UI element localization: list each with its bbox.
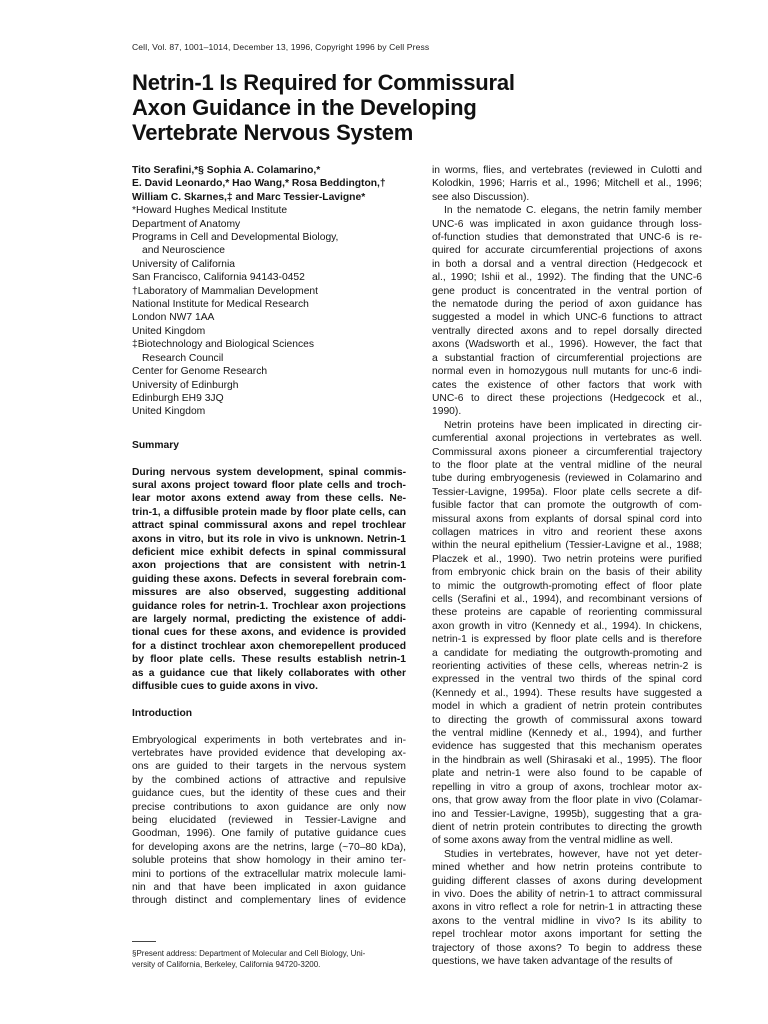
body-line: axons to the ventral midline in vivo? Is its ability to (432, 915, 702, 927)
footnote (132, 948, 406, 970)
body-line: Commissural axons pioneer a circumferential trajectory (432, 446, 702, 458)
body-line: normal even in homozygous null mutants for unc-6 indi- (432, 366, 702, 378)
summary-line: guidance roles for netrin-1. Trochlear axon projections (132, 600, 406, 612)
affiliation-line: United Kingdom (132, 406, 206, 418)
title-line: Netrin-1 Is Required for Commissural (132, 70, 515, 95)
body-line: in worms, flies, and vertebrates (reviewed in Culotti and (432, 165, 702, 176)
footnote-line: §Present address: Department of Molecular and Cell Biology, Uni- (132, 949, 366, 958)
intro-line: being elucidated (reviewed in Tessier-Lavigne and (132, 815, 406, 827)
intro-line: by the combined actions of attractive and repulsive (132, 774, 406, 786)
body-line: axon growth in vitro (Kennedy et al., 1994). In chickens, (432, 620, 702, 632)
summary-line: as a guidance cue that likely collaborates with other (132, 667, 406, 679)
title-line: Axon Guidance in the Developing (132, 95, 477, 120)
body-line: suggested a model in which UNC-6 functions to attract (432, 312, 702, 324)
author-line: Tito Serafini,*§ Sophia A. Colamarino,* (132, 165, 321, 176)
body-paragraph (432, 848, 702, 969)
affiliation-line: Research Council (142, 352, 224, 364)
affiliation-line: Center for Genome Research (132, 366, 268, 378)
body-paragraph (432, 204, 702, 419)
body-line: in the hindbrain as well (Shirasaki et al., 1995). The floor (432, 754, 702, 766)
body-line: the nematode during the period of axon guidance has (432, 299, 702, 311)
body-line: axons (Wadsworth et al., 1996). However, the fact that (432, 339, 702, 351)
introduction-heading: Introduction (132, 707, 193, 719)
summary-line: are largely normal, predicting the existence of addi- (132, 613, 406, 625)
body-line: ino and Tessier-Lavigne, 1995b), suggesting that a gra- (432, 808, 702, 820)
footnote-line: versity of California, Berkeley, California 94720-3200. (132, 960, 321, 970)
body-line: of-function studies that demonstrated that UNC-6 is re- (432, 232, 702, 244)
body-line: in both a dorsal and a ventral direction (Hedgecock et (432, 258, 702, 270)
body-line: ventrally directed axons and to repel dorsally directed (432, 325, 702, 337)
body-line: In the nematode C. elegans, the netrin family member (444, 205, 702, 217)
body-line: axons in vitro reflect a role for netrin-1 in attracting these (432, 902, 702, 914)
body-line: to mimic the outgrowth-promoting effect of floor plate (432, 580, 702, 592)
author-line: E. David Leonardo,* Hao Wang,* Rosa Beddington,† (132, 178, 386, 190)
body-line: UNC-6 to direct these projections (Hedgecock et al., (432, 392, 702, 404)
body-line: reorienting activities of these cells, whereas netrin-2 is (432, 661, 702, 673)
body-line: dient of netrin protein contributes to directing the growth (432, 821, 702, 833)
affiliation-line: University of California (132, 258, 236, 270)
body-line: these proteins are capable of reorienting commissural (432, 607, 702, 619)
affiliation-line: National Institute for Medical Research (132, 299, 309, 311)
intro-line: Goodman, 1996). One family of putative guidance cues (132, 828, 406, 840)
body-line: evidence has suggested that this mechanism operates (432, 741, 702, 753)
body-line: UNC-6 was implicated in axon guidance through loss- (432, 218, 702, 230)
body-line: Kolodkin, 1996; Harris et al., 1996; Mitchell et al., 1996; (432, 178, 702, 190)
body-line: repel trochlear motor axons important for setting the (432, 929, 702, 941)
body-line: mined whether and how netrin proteins contribute to (432, 862, 702, 874)
affiliation-line: and Neuroscience (142, 245, 225, 257)
body-line: Placzek et al., 1990). Two netrin proteins were purified (432, 553, 702, 565)
body-line: gene product is concentrated in the ventral portion of (432, 285, 702, 297)
body-line: quired for accurate circumferential projections of axons (432, 245, 702, 257)
body-line: of some axons away from the ventral midline as well. (432, 835, 673, 847)
affiliation-line: University of Edinburgh (132, 379, 239, 391)
article-title (132, 70, 652, 145)
affiliation-line: Department of Anatomy (132, 218, 241, 230)
body-line: a candidate for mediating the outgrowth-promoting and (432, 647, 702, 659)
body-line: from embryonic chick brain on the basis of their ability (432, 567, 702, 579)
body-line: to the floor plate at the ventral midline of the neural (432, 459, 702, 471)
body-paragraph (432, 164, 702, 204)
intro-line: Embryological experiments in both vertebrates and in- (132, 734, 406, 746)
body-line: cells (Serafini et al., 1994), and recombinant versions of (432, 594, 702, 605)
body-line: 1990). (432, 406, 462, 418)
body-line: model in which a gradient of netrin protein contributes (432, 701, 702, 713)
summary-line: attract spinal commissural axons and repel trochlear (132, 520, 406, 532)
body-line: Netrin proteins have been implicated in directing cir- (444, 419, 702, 431)
right-column (432, 164, 702, 968)
affiliation-line: Edinburgh EH9 3JQ (132, 392, 224, 404)
intro-line: for developing axons are the netrins, large (~70–80 kDa), (132, 841, 406, 853)
affiliation-line: ‡Biotechnology and Biological Sciences (132, 339, 315, 351)
summary-line: missures are also observed, suggesting additional (132, 587, 406, 599)
body-line: fusible factor that can promote the outgrowth of com- (432, 500, 702, 512)
body-line: cates the existence of other factors that work with (432, 379, 702, 391)
summary-line: trin-1, a diffusible protein made by floor plate cells, can (132, 506, 406, 518)
intro-line: guidance cues, but the identity of these cues and their (132, 788, 406, 800)
title-line: Vertebrate Nervous System (132, 120, 414, 145)
body-line: cumferential axonal projections in vertebrates as well. (432, 433, 702, 445)
body-line: al., 1990; Ishii et al., 1992). The finding that the UNC-6 (432, 272, 702, 284)
body-line: ons, that grow away from the floor plate in vivo (Colamar- (432, 795, 702, 807)
affiliation-line: †Laboratory of Mammalian Development (132, 285, 319, 297)
journal-header: Cell, Vol. 87, 1001–1014, December 13, 1996, Copyright 1996 by Cell Press (132, 42, 430, 52)
body-line: repelling in vitro a group of axons, trochlear motor ax- (432, 781, 702, 793)
affiliation-line: Programs in Cell and Developmental Biology, (132, 232, 339, 244)
summary-line: During nervous system development, spinal commis- (132, 466, 406, 478)
summary-line: lear motor axons extend away from these cells. Ne- (132, 493, 406, 505)
body-line: a substantial fraction of circumferential projections are (432, 352, 702, 364)
body-line: Tessier-Lavigne, 1995a). Floor plate cells secrete a dif- (432, 486, 702, 498)
summary-line: guiding these axons. Defects in several forebrain com- (132, 573, 406, 585)
body-line: tube during embryogenesis (reviewed in Colamarino and (432, 473, 702, 485)
footnote-rule (132, 941, 156, 942)
affiliation-line: San Francisco, California 94143-0452 (132, 272, 305, 284)
affiliation-line: *Howard Hughes Medical Institute (132, 205, 288, 217)
affiliation-line: United Kingdom (132, 325, 206, 337)
body-paragraph (432, 419, 702, 848)
summary-line: by floor plate cells. These results establish netrin-1 (132, 654, 406, 666)
introduction-paragraph (132, 734, 406, 908)
summary-abstract (132, 466, 406, 694)
body-line: guiding different classes of axons during development (432, 875, 702, 887)
body-line: within the neural epithelium (Tessier-Lavigne et al., 1988; (432, 540, 702, 552)
affiliation-list (132, 204, 406, 419)
summary-line: deficient mice exhibit defects in spinal commissural (132, 546, 406, 558)
author-list (132, 164, 406, 204)
intro-line: nin and that have been implicated in axon guidance (132, 882, 406, 894)
intro-line: vertebrates have provided evidence that developing ax- (132, 748, 406, 760)
intro-line: precise contributions to axon guidance are only now (132, 801, 406, 813)
body-line: Studies in vertebrates, however, have not yet deter- (444, 848, 702, 860)
body-line: to directing the growth of commissural axons toward (432, 714, 702, 726)
summary-line: diffusible cues to guide axons in vivo. (132, 681, 318, 693)
body-line: missural axons from explants of dorsal spinal cord into (432, 513, 702, 525)
body-line: plate and netrin-1 were also found to be capable of (432, 768, 702, 780)
body-line: netrin-1 is expressed by floor plate cells and is therefore (432, 634, 702, 646)
body-line: collagen matrices in vitro and reorient these axons (432, 526, 702, 538)
summary-line: sural axons project toward floor plate cells and troch- (132, 479, 406, 491)
summary-line: axon projections that are consistent with netrin-1 (132, 560, 406, 572)
intro-line: ons are guided to their targets in the nervous system (132, 761, 406, 773)
affiliation-line: London NW7 1AA (132, 312, 215, 324)
author-line: William C. Skarnes,‡ and Marc Tessier-Lavigne* (132, 191, 366, 203)
summary-line: axons in vitro, but its role in vivo is unknown. Netrin-1 (132, 533, 406, 545)
summary-line: tional cues for these axons, and evidence is provided (132, 627, 406, 639)
body-line: trajectory of those axons? To begin to address these (432, 942, 702, 954)
summary-heading: Summary (132, 439, 179, 451)
body-line: the ventral midline (Kennedy et al., 1994), and further (432, 728, 702, 740)
intro-line: mini to portions of the extracellular matrix molecule lami- (132, 868, 406, 880)
body-line: questions, we have taken advantage of the results of (432, 955, 673, 967)
body-line: in vivo. Does the ability of netrin-1 to attract commissural (432, 888, 702, 900)
intro-line: soluble proteins that show homology in their amino ter- (132, 855, 406, 867)
summary-line: for a distinct trochlear axon chemorepellent produced (132, 640, 406, 652)
body-line: expressed in the ventral two thirds of the spinal cord (432, 674, 702, 686)
left-column (132, 164, 406, 908)
body-line: see also Discussion). (432, 191, 530, 203)
intro-line: through distinct and complementary lines of evidence (132, 895, 406, 907)
body-line: (Kennedy et al., 1994). These results have suggested a (432, 687, 702, 699)
